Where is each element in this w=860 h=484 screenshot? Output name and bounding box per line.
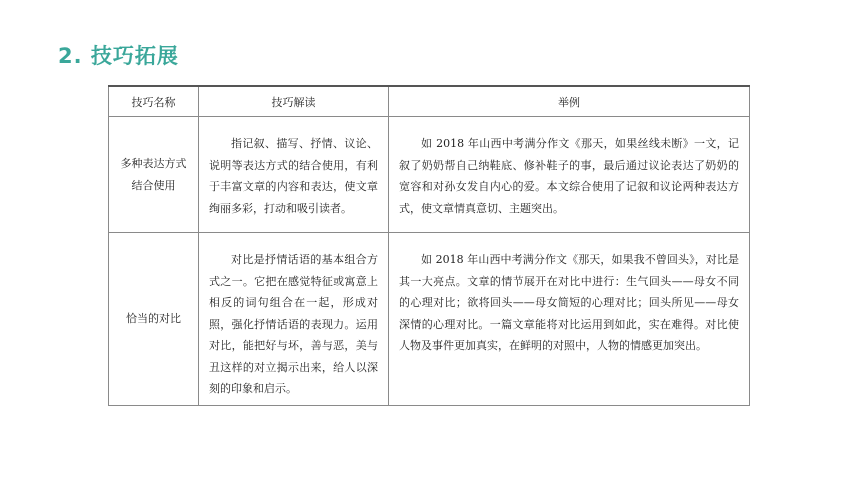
section-heading: 2. 技巧拓展	[58, 44, 179, 68]
header-technique-interpretation: 技巧解读	[199, 86, 389, 117]
table-row	[109, 117, 750, 233]
technique-interpretation-cell: 对比是抒情话语的基本组合方式之一。它把在感觉特征或寓意上相反的词句组合在一起，形成对照，强化抒情话语的表现力。运用对比，能把好与坏，善与恶，美与丑这样的对立揭示出来，给人以深刻的印象和启示。	[199, 233, 389, 406]
technique-name-line: 恰当的对比	[126, 312, 181, 325]
technique-example-cell: 如 2018 年山西中考满分作文《那天，如果丝线未断》一文，记叙了奶奶帮自己纳鞋底、修补鞋子的事，最后通过议论表达了奶奶的宽容和对孙女发自内心的爱。本文综合使用了记叙和议论两种表达方式，使文章情真意切、主题突出。	[389, 117, 750, 233]
technique-name-line: 多种表达方式	[120, 156, 187, 170]
table-header-row	[109, 86, 750, 117]
technique-interpretation-cell: 指记叙、描写、抒情、议论、说明等表达方式的结合使用，有利于丰富文章的内容和表达，使文章绚丽多彩，打动和吸引读者。	[199, 117, 389, 233]
technique-name-line: 结合使用	[131, 178, 176, 192]
technique-name-cell	[109, 117, 199, 233]
technique-example-cell: 如 2018 年山西中考满分作文《那天，如果我不曾回头》，对比是其一大亮点。文章的情节展开在对比中进行：生气回头——母女不同的心理对比；欲将回头——母女简短的心理对比；回头所见——母女深情的心理对比。一篇文章能将对比运用到如此，实在难得。对比使人物及事件更加真实，在鲜明的对照中，人物的情感更加突出。	[389, 233, 750, 406]
technique-table	[108, 85, 750, 406]
table-row	[109, 233, 750, 406]
header-technique-name: 技巧名称	[109, 86, 199, 117]
header-example: 举例	[389, 86, 750, 117]
technique-name-cell	[109, 233, 199, 406]
